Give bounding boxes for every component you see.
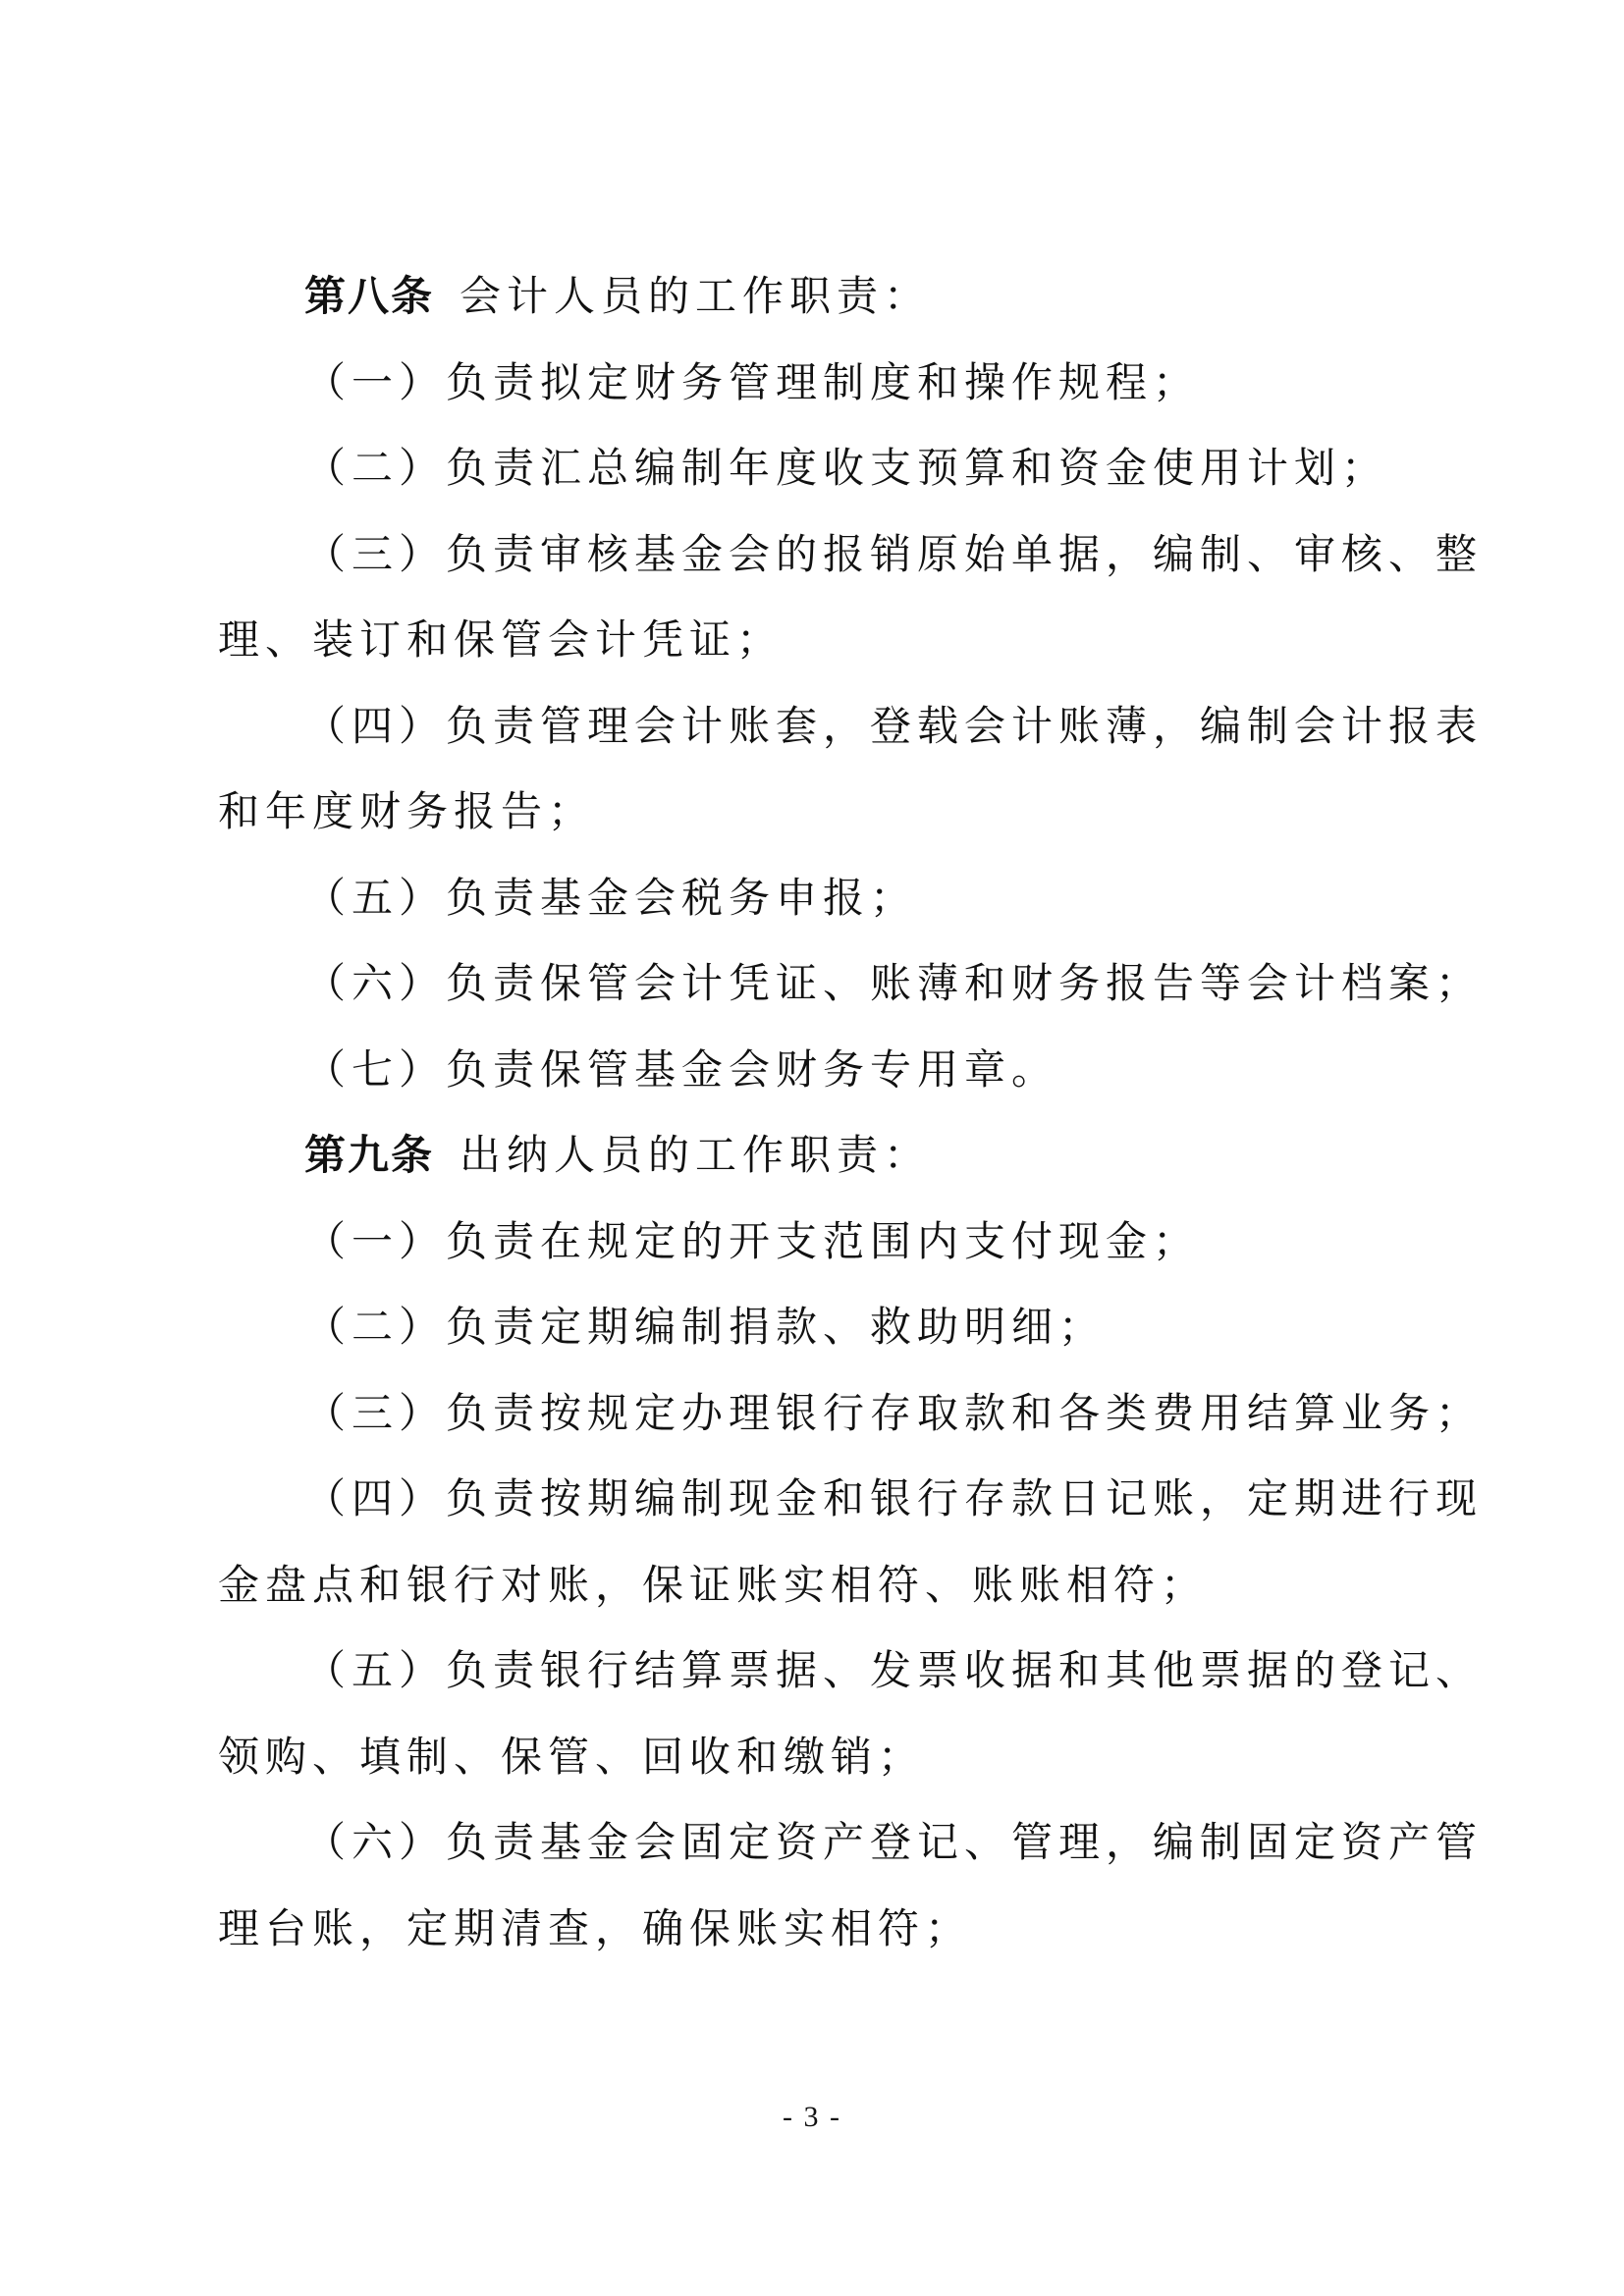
article-9-item-6-continued: 理台账，定期清查，确保账实相符； xyxy=(218,1903,973,1952)
article-8-item-6: （六）负责保管会计凭证、账薄和财务报告等会计档案； xyxy=(304,959,1484,1007)
document-body xyxy=(218,253,1484,1971)
article-9-number: 第九条 xyxy=(304,1131,435,1179)
article-8-item-4-continued: 和年度财务报告； xyxy=(218,787,596,835)
article-8-item-7: （七）负责保管基金会财务专用章。 xyxy=(304,1044,1059,1094)
article-8-item-2: （二）负责汇总编制年度收支预算和资金使用计划； xyxy=(304,444,1389,492)
article-9-item-2: （二）负责定期编制捐款、救助明细； xyxy=(304,1303,1107,1351)
article-9-item-3: （三）负责按规定办理银行存取款和各类费用结算业务； xyxy=(304,1388,1484,1437)
article-9-heading xyxy=(218,1112,1404,1199)
article-8-number: 第八条 xyxy=(304,272,435,320)
article-9-item-5-continued: 领购、填制、保管、回收和缴销； xyxy=(218,1732,926,1781)
article-8-title: 会计人员的工作职责： xyxy=(460,272,932,320)
article-9-item-4-continued: 金盘点和银行对账，保证账实相符、账账相符； xyxy=(218,1560,1209,1609)
page-number: - 3 - xyxy=(783,2101,841,2133)
article-8-item-5: （五）负责基金会税务申报； xyxy=(304,873,918,922)
article-8-heading xyxy=(218,253,1404,340)
article-8-item-3-continued: 理、装订和保管会计凭证； xyxy=(218,615,785,664)
article-9-item-5: （五）负责银行结算票据、发票收据和其他票据的登记、 xyxy=(304,1646,1484,1694)
article-9-item-4: （四）负责按期编制现金和银行存款日记账，定期进行现 xyxy=(304,1474,1484,1522)
article-8-item-1: （一）负责拟定财务管理制度和操作规程； xyxy=(304,357,1201,406)
article-9-item-6: （六）负责基金会固定资产登记、管理，编制固定资产管 xyxy=(304,1818,1484,1866)
article-8-item-3: （三）负责审核基金会的报销原始单据，编制、审核、整 xyxy=(304,529,1484,578)
article-9-title: 出纳人员的工作职责： xyxy=(460,1131,932,1179)
article-8-item-4: （四）负责管理会计账套，登载会计账薄，编制会计报表 xyxy=(304,701,1484,750)
article-9-item-1: （一）负责在规定的开支范围内支付现金； xyxy=(304,1216,1201,1265)
